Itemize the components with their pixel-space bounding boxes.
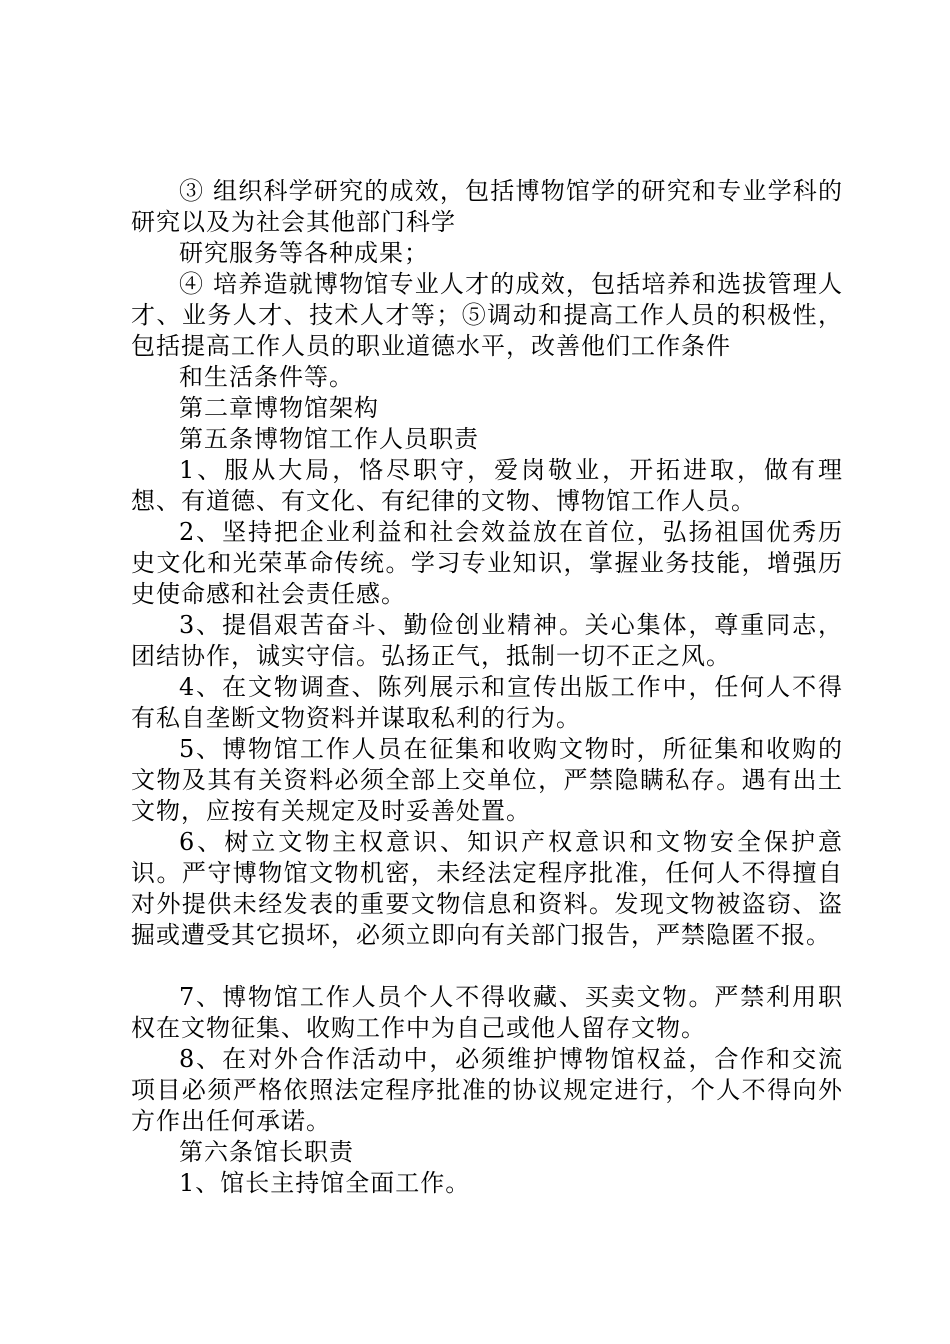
paragraph-research-services: 研究服务等各种成果；	[179, 239, 429, 267]
list-item-8: 8、在对外合作活动中，必须维护博物馆权益，合作和交流项目必须严格依照法定程序批准的协议规定进行，个人不得向外方作出任何承诺。	[131, 1045, 843, 1135]
list-item-5: 5、博物馆工作人员在征集和收购文物时，所征集和收购的文物及其有关资料必须全部上交单位，严禁隐瞒私存。遇有出土文物，应按有关规定及时妥善处置。	[131, 735, 843, 825]
paragraph-research-results: ③ 组织科学研究的成效，包括博物馆学的研究和专业学科的研究以及为社会其他部门科学	[131, 177, 843, 236]
list-item-6: 6、树立文物主权意识、知识产权意识和文物安全保护意识。严守博物馆文物机密，未经法定程序批准，任何人不得擅自对外提供未经发表的重要文物信息和资料。发现文物被盗窃、盗掘或遭受其它损坏，必须立即向有关部门报告，严禁隐匿不报。	[131, 828, 843, 949]
paragraph-gap	[131, 951, 843, 982]
paragraph-living-conditions: 和生活条件等。	[179, 363, 354, 391]
document-body	[131, 176, 843, 1199]
list-item-4: 4、在文物调查、陈列展示和宣传出版工作中，任何人不得有私自垄断文物资料并谋取私利的行为。	[131, 673, 843, 732]
paragraph-talent-training: ④ 培养造就博物馆专业人才的成效，包括培养和选拔管理人才、业务人才、技术人才等；⑤调动和提高工作人员的积极性，包括提高工作人员的职业道德水平，改善他们工作条件	[131, 270, 843, 360]
list-item-3: 3、提倡艰苦奋斗、勤俭创业精神。关心集体，尊重同志，团结协作，诚实守信。弘扬正气，抵制一切不正之风。	[131, 611, 843, 670]
list-item-7: 7、博物馆工作人员个人不得收藏、买卖文物。严禁利用职权在文物征集、收购工作中为自己或他人留存文物。	[131, 983, 843, 1042]
article-heading-6: 第六条馆长职责	[179, 1138, 354, 1166]
list-item-director-1: 1、馆长主持馆全面工作。	[179, 1169, 471, 1197]
chapter-heading-2: 第二章博物馆架构	[179, 394, 379, 422]
list-item-2: 2、坚持把企业利益和社会效益放在首位，弘扬祖国优秀历史文化和光荣革命传统。学习专业知识，掌握业务技能，增强历史使命感和社会责任感。	[131, 518, 843, 608]
article-heading-5: 第五条博物馆工作人员职责	[179, 425, 479, 453]
list-item-1: 1、服从大局，恪尽职守，爱岗敬业，开拓进取，做有理想、有道德、有文化、有纪律的文物、博物馆工作人员。	[131, 456, 843, 515]
